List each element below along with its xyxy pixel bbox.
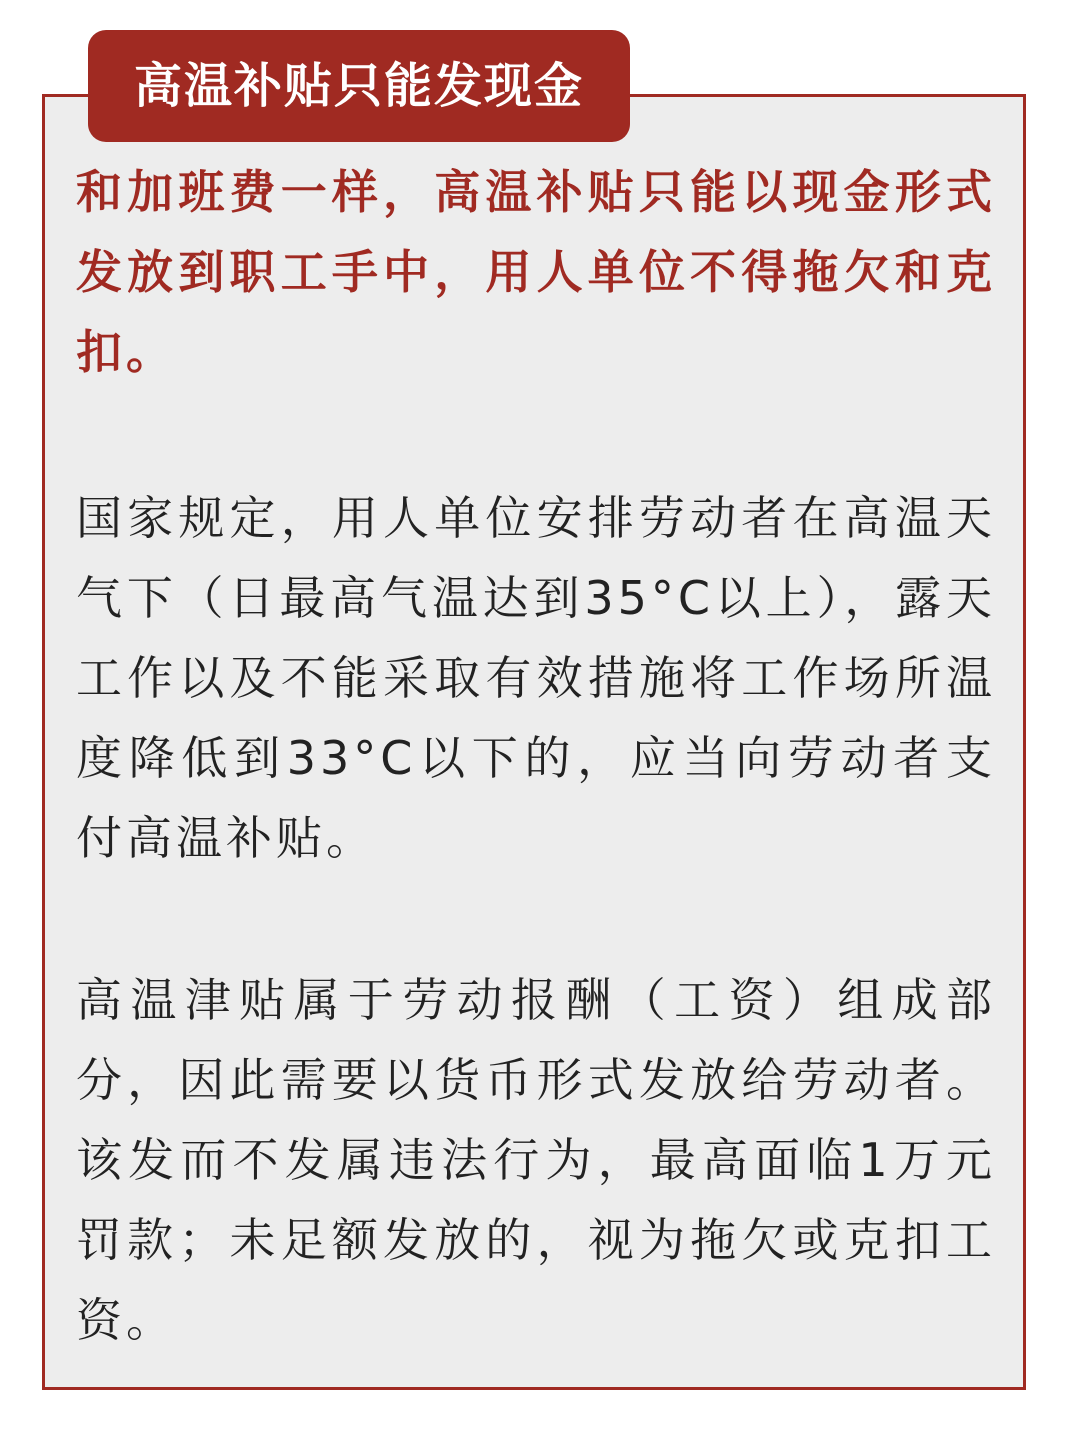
body-paragraph-penalty: 高温津贴属于劳动报酬（工资）组成部分，因此需要以货币形式发放给劳动者。该发而不发属违法行为，最高面临1万元罚款；未足额发放的，视为拖欠或克扣工资。: [76, 973, 996, 1347]
body-paragraph-regulation: 国家规定，用人单位安排劳动者在高温天气下（日最高气温达到35°C以上），露天工作以及不能采取有效措施将工作场所温度降低到33°C以下的，应当向劳动者支付高温补贴。: [76, 491, 996, 865]
title-banner: [88, 30, 630, 142]
page-title: 高温补贴只能发现金: [133, 58, 584, 114]
highlight-paragraph: 和加班费一样，高温补贴只能以现金形式发放到职工手中，用人单位不得拖欠和克扣。: [76, 165, 996, 379]
